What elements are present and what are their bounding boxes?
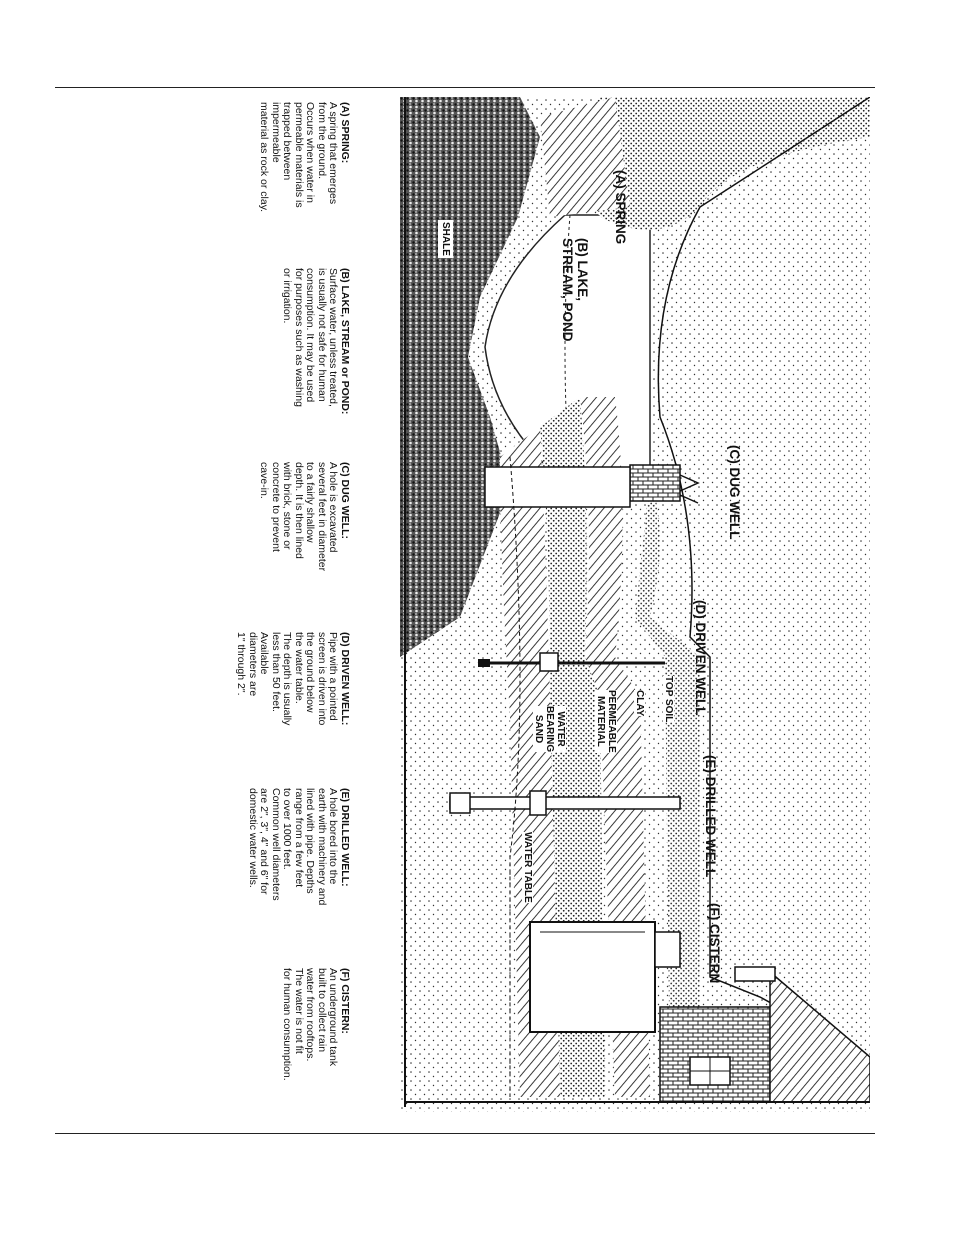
- label-spring: (A) SPRING: [613, 170, 628, 245]
- label-clay: CLAY: [634, 690, 645, 717]
- label-shale: SHALE: [440, 222, 451, 256]
- top-rule: [55, 87, 875, 88]
- label-drilled-well: (E) DRILLED WELL: [703, 755, 718, 878]
- desc-driven-well: (D) DRIVEN WELL: Pipe with a pointed screen is driven into the ground below the water table. The depth is usually less than 50 feet. Available diameters are 1" through 2".: [235, 632, 351, 726]
- desc-spring: (A) SPRING: A spring that emerges from the ground. Occurs when water in permeable materials is trapped between impermeable material as rock or clay.: [258, 102, 351, 213]
- label-lake: (B) LAKE, STREAM, POND: [560, 238, 590, 342]
- label-permeable: PERMEABLE MATERIAL: [595, 690, 617, 753]
- groundwater-cross-section: [400, 97, 870, 1112]
- label-dug-well: (C) DUG WELL: [727, 445, 742, 540]
- label-water-table: WATER TABLE: [522, 832, 533, 903]
- desc-lake: (B) LAKE, STREAM or POND: Surface water, unless treated, is usually not safe for human consumption. It may be used for purposes such as washing or irrigation.: [281, 268, 351, 415]
- label-driven-well: (D) DRIVEN WELL: [693, 600, 708, 716]
- desc-drilled-well: (E) DRILLED WELL: A hole bored into the earth with machinery and lined with pipe. Depths range from a few feet to over 1000 feet. Common well diameters are 2", 3", 4" and 6" for domestic water wells.: [247, 788, 351, 906]
- desc-cistern: (F) CISTERN: An underground tank built to collect rain water from rooftops. The water is not fit for human consumption.: [281, 968, 351, 1081]
- label-cistern: (F) CISTERN: [707, 903, 722, 984]
- label-water-bearing-sand: WATER BEARING SAND: [533, 706, 566, 753]
- dug-well-illustration: [485, 465, 698, 507]
- label-top-soil: TOP SOIL: [663, 676, 674, 723]
- bottom-rule: [55, 1133, 875, 1134]
- desc-dug-well: (C) DUG WELL: A hole is excavated several feet in diameter to a fairly shallow depth. It is then lined with brick, stone or concrete to prevent cave-in.: [258, 462, 351, 572]
